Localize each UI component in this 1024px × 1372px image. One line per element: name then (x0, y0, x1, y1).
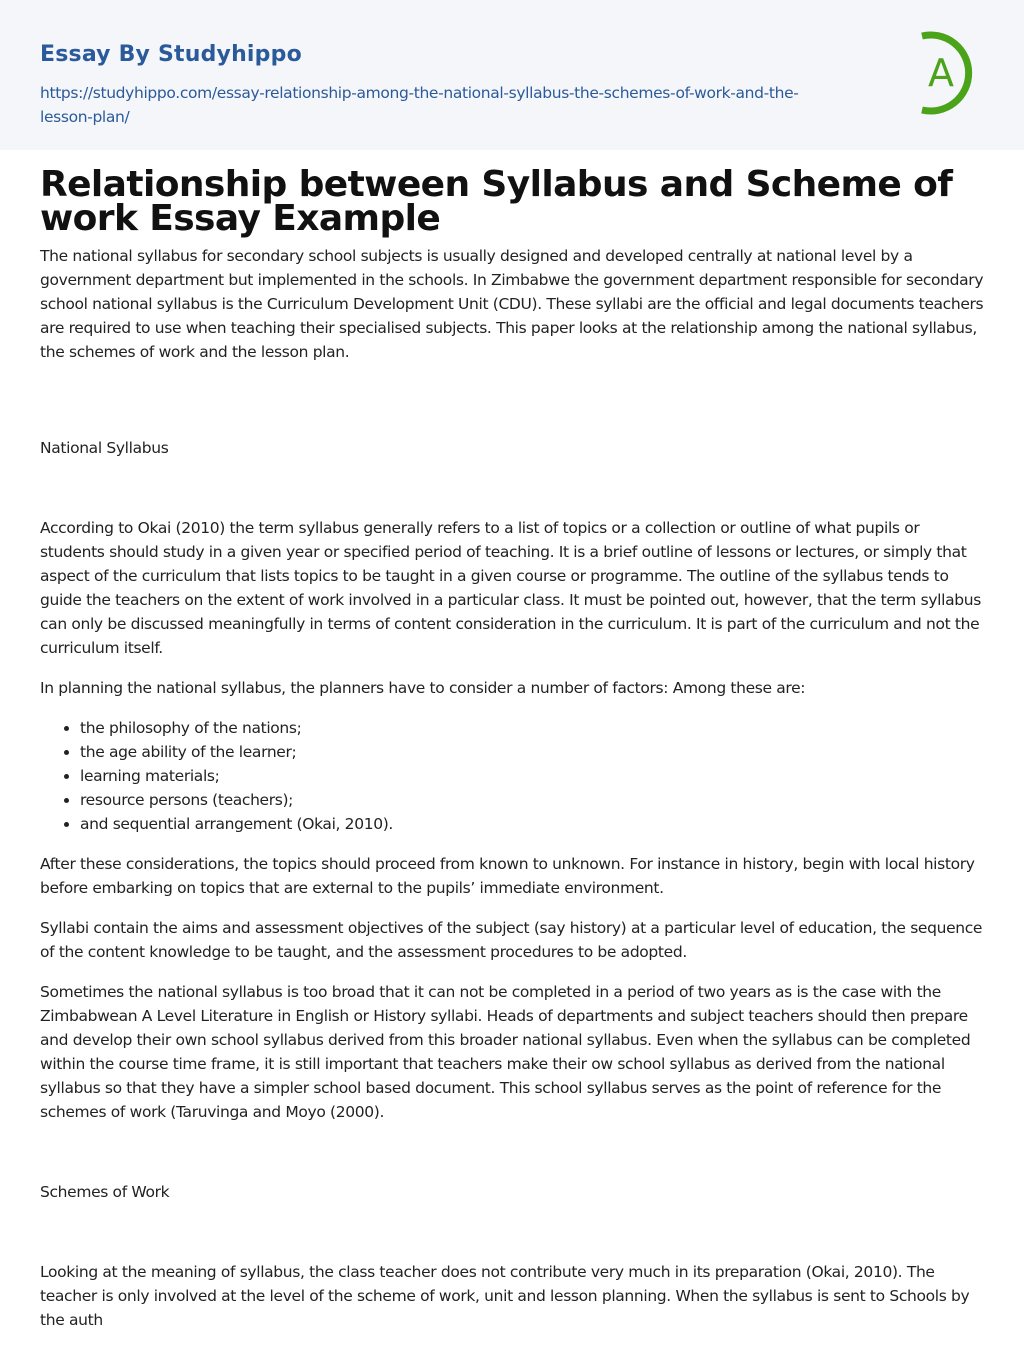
factors-list (40, 716, 984, 836)
studyhippo-logo-icon[interactable] (908, 26, 994, 120)
paragraph: According to Okai (2010) the term syllabus generally refers to a list of topics or a collection or outline of what pupils or students should study in a given year or specified period of teaching. It is a brief outline of lessons or lectures, or simply that aspect of the curriculum that lists topics to be taught in a given course or programme. The outline of the syllabus tends to guide the teachers on the extent of work involved in a particular class. It must be pointed out, however, that the term syllabus can only be discussed meaningfully in terms of content consideration in the curriculum. It is part of the curriculum and not the curriculum itself. (40, 519, 981, 657)
article (0, 150, 1024, 1332)
list-item: • resource persons (teachers); (80, 788, 984, 812)
logo-letter: A (928, 51, 954, 95)
section-heading-national-syllabus: National Syllabus (40, 439, 169, 457)
section-heading-schemes-of-work: Schemes of Work (40, 1183, 170, 1201)
list-item: • learning materials; (80, 764, 984, 788)
essay-url-link[interactable]: https://studyhippo.com/essay-relationship-among-the-national-syllabus-the-schemes-of-work-and-the-lesson-plan/ (40, 84, 799, 126)
list-item: • and sequential arrangement (Okai, 2010). (80, 812, 984, 836)
intro-paragraph: The national syllabus for secondary school subjects is usually designed and developed centrally at national level by a government department but implemented in the schools. In Zimbabwe the government department responsible for secondary school national syllabus is the Curriculum Development Unit (CDU). These syllabi are the official and legal documents teachers are required to use when teaching their specialised subjects. This paper looks at the relationship among the national syllabus, the schemes of work and the lesson plan. (40, 247, 984, 361)
paragraph: Sometimes the national syllabus is too broad that it can not be completed in a period of two years as is the case with the Zimbabwean A Level Literature in English or History syllabi. Heads of departments and subject teachers should then prepare and develop their own school syllabus derived from this broader national syllabus. Even when the syllabus can be completed within the course time frame, it is still important that teachers make their ow school syllabus as derived from the national syllabus so that they have a simpler school based document. This school syllabus serves as the point of reference for the schemes of work (Taruvinga and Moyo (2000). (40, 983, 971, 1121)
paragraph: Looking at the meaning of syllabus, the class teacher does not contribute very much in its preparation (Okai, 2010). The teacher is only involved at the level of the scheme of work, unit and lesson planning. When the syllabus is sent to Schools by the auth (40, 1263, 970, 1329)
list-item: • the age ability of the learner; (80, 740, 984, 764)
paragraph: In planning the national syllabus, the planners have to consider a number of factors: Among these are: (40, 679, 806, 697)
paragraph: Syllabi contain the aims and assessment objectives of the subject (say history) at a particular level of education, the sequence of the content knowledge to be taught, and the assessment procedures to be adopted. (40, 919, 983, 961)
page-title: Relationship between Syllabus and Scheme of work Essay Example (40, 164, 953, 239)
site-header (0, 0, 1024, 150)
paragraph: After these considerations, the topics should proceed from known to unknown. For instance in history, begin with local history before embarking on topics that are external to the pupils’ immediate environment. (40, 855, 975, 897)
list-item: • the philosophy of the nations; (80, 716, 984, 740)
site-brand[interactable]: Essay By Studyhippo (40, 42, 302, 67)
